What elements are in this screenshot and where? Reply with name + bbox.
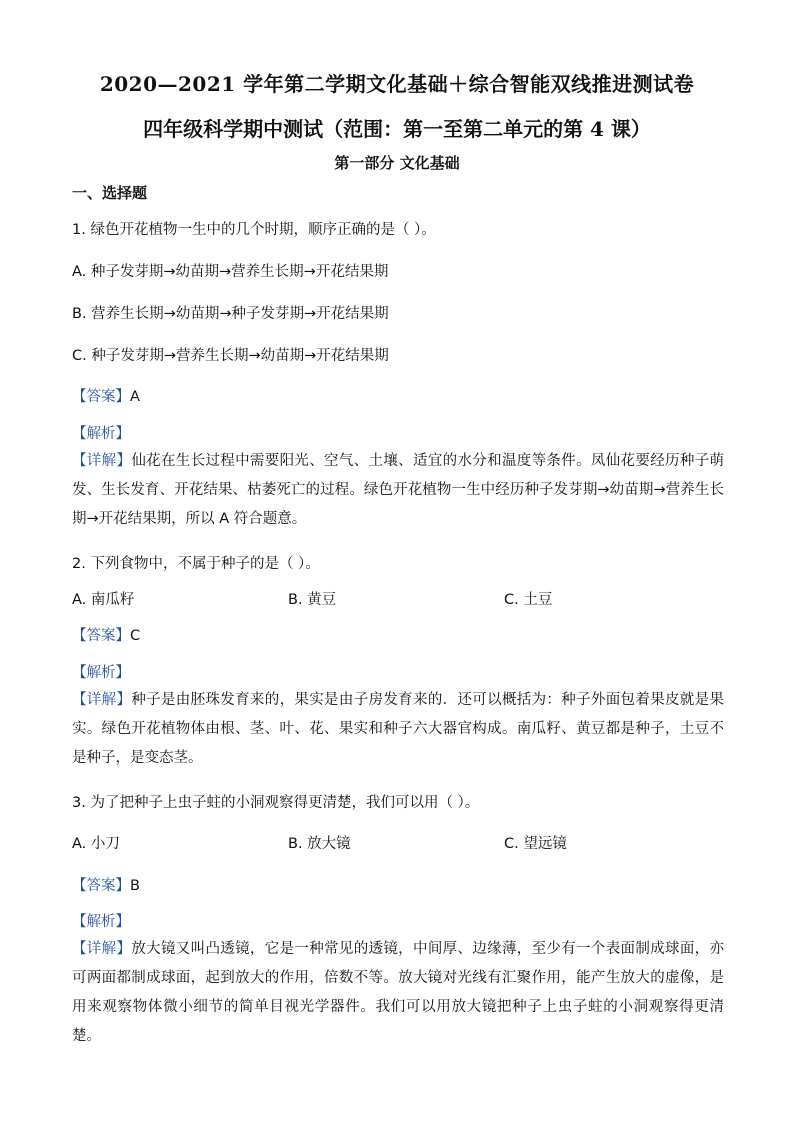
question-3-analysis <box>72 910 130 931</box>
question-3-detail <box>72 935 724 1051</box>
detail-tag: 【详解】 <box>72 692 132 708</box>
question-1-option-b: B. 营养生长期→幼苗期→种子发芽期→开花结果期 <box>72 306 389 322</box>
question-2-stem: 2. 下列食物中，不属于种子的是（ ）。 <box>72 556 320 572</box>
question-3-answer <box>72 874 140 895</box>
question-3-option-b: B. 放大镜 <box>288 836 351 852</box>
answer-tag: 【答案】 <box>72 628 130 644</box>
question-1-stem: 1. 绿色开花植物一生中的几个时期，顺序正确的是（ ）。 <box>72 222 436 238</box>
question-2-option-b: B. 黄豆 <box>288 592 337 608</box>
question-3-option-a: A. 小刀 <box>72 836 120 852</box>
detail-tag: 【详解】 <box>72 453 132 469</box>
answer-value: A <box>130 389 140 405</box>
analysis-tag: 【解析】 <box>72 426 130 442</box>
exam-subtitle: 四年级科学期中测试（范围：第一至第二单元的第 4 课） <box>143 117 651 141</box>
detail-tag: 【详解】 <box>72 941 132 957</box>
question-1-option-c: C. 种子发芽期→营养生长期→幼苗期→开花结果期 <box>72 348 389 364</box>
detail-text: 仙花在生长过程中需要阳光、空气、土壤、适宜的水分和温度等条件。凤仙花要经历种子萌发、生长发育、开花结果、枯萎死亡的过程。绿色开花植物一生中经历种子发芽期→幼苗期→营养生长期→开花结果期，所以 A 符合题意。 <box>72 453 725 527</box>
answer-tag: 【答案】 <box>72 389 130 405</box>
question-1-analysis <box>72 422 130 443</box>
exam-title: 2020—2021 学年第二学期文化基础＋综合智能双线推进测试卷 <box>99 72 695 96</box>
answer-value: C <box>130 628 141 644</box>
analysis-tag: 【解析】 <box>72 914 130 930</box>
detail-text: 种子是由胚珠发育来的，果实是由子房发育来的．还可以概括为：种子外面包着果皮就是果实。绿色开花植物体由根、茎、叶、花、果实和种子六大器官构成。南瓜籽、黄豆都是种子，土豆不是种子，是变态茎。 <box>72 692 725 766</box>
question-3-stem: 3. 为了把种子上虫子蛀的小洞观察得更清楚，我们可以用（ ）。 <box>72 795 480 811</box>
answer-value: B <box>130 878 140 894</box>
question-2-analysis <box>72 661 130 682</box>
question-2-option-a: A. 南瓜籽 <box>72 592 135 608</box>
analysis-tag: 【解析】 <box>72 665 130 681</box>
section-heading: 一、选择题 <box>72 184 148 202</box>
question-2-option-c: C. 土豆 <box>504 592 553 608</box>
question-1-detail <box>72 447 724 534</box>
answer-tag: 【答案】 <box>72 878 130 894</box>
question-1-answer <box>72 385 140 406</box>
question-2-detail <box>72 686 724 773</box>
question-3-option-c: C. 望远镜 <box>504 836 567 852</box>
part-heading: 第一部分 文化基础 <box>334 154 460 172</box>
detail-text: 放大镜又叫凸透镜，它是一种常见的透镜，中间厚、边缘薄，至少有一个表面制成球面，亦可两面都制成球面，起到放大的作用，倍数不等。放大镜对光线有汇聚作用，能产生放大的虚像，是用来观察物体微小细节的简单目视光学器件。我们可以用放大镜把种子上虫子蛀的小洞观察得更清楚。 <box>72 941 725 1044</box>
question-1-option-a: A. 种子发芽期→幼苗期→营养生长期→开花结果期 <box>72 264 389 280</box>
question-2-answer <box>72 624 140 645</box>
